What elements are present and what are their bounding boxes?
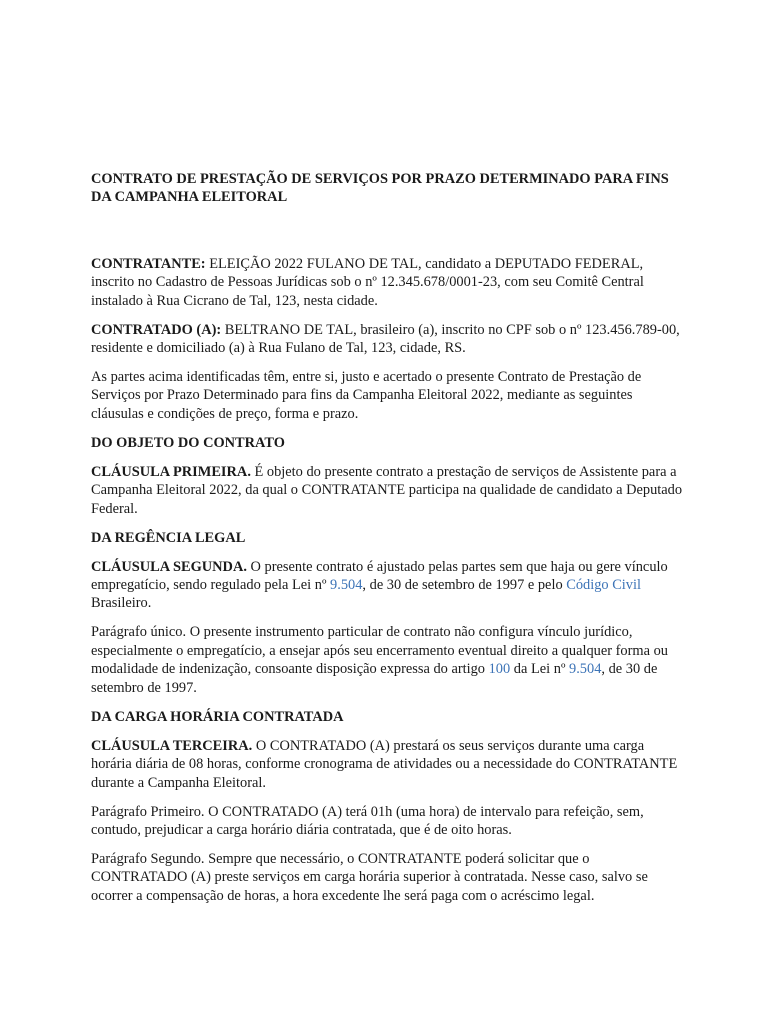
clausula-terceira (91, 737, 687, 792)
clausula-segunda-label: CLÁUSULA SEGUNDA. (91, 558, 247, 575)
document-title: CONTRATO DE PRESTAÇÃO DE SERVIÇOS POR PRAZO DETERMINADO PARA FINS DA CAMPANHA ELEITORAL (91, 171, 669, 206)
contratado-text: BELTRANO DE TAL, brasileiro (a), inscrito no CPF sob o nº 123.456.789-00, residente e domiciliado (a) à Rua Fulano de Tal, 123, cidade, RS. (91, 321, 680, 357)
clausula-segunda-text-c: Brasileiro. (91, 595, 152, 612)
heading-objeto: DO OBJETO DO CONTRATO (91, 434, 285, 451)
lei-9504-link[interactable]: 9.504 (330, 577, 363, 594)
paragrafo-unico-text-b: da Lei nº (510, 661, 570, 678)
lei-9504-link-2[interactable]: 9.504 (569, 661, 602, 678)
clausula-primeira (91, 463, 687, 518)
paragrafo-unico (91, 623, 687, 697)
contratado-label: CONTRATADO (A): (91, 321, 222, 338)
clausula-segunda-text-a: O presente contrato é ajustado pelas partes sem que haja ou gere vínculo empregatício, sendo regulado pela Lei nº (91, 558, 668, 594)
paragrafo-primeiro: Parágrafo Primeiro. O CONTRATADO (A) terá 01h (uma hora) de intervalo para refeição, sem, contudo, prejudicar a carga horário diária contratada, que é de oito horas. (91, 803, 644, 838)
codigo-civil-link[interactable]: Código Civil (566, 577, 641, 594)
clausula-primeira-label: CLÁUSULA PRIMEIRA. (91, 463, 251, 480)
paragrafo-unico-text-c: , de 30 de setembro de 1997. (91, 661, 658, 696)
artigo-100-link[interactable]: 100 (488, 661, 511, 678)
intro-paragraph: As partes acima identificadas têm, entre si, justo e acertado o presente Contrato de Prestação de Serviços por Prazo Determinado para fins da Campanha Eleitoral 2022, mediante as seguintes cláusulas e condições de preço, forma e prazo. (91, 369, 642, 422)
clausula-segunda (91, 558, 687, 613)
contratado-paragraph (91, 321, 687, 358)
heading-carga: DA CARGA HORÁRIA CONTRATADA (91, 708, 344, 725)
document-body (91, 170, 687, 916)
clausula-terceira-label: CLÁUSULA TERCEIRA. (91, 737, 253, 754)
clausula-segunda-text-b: , de 30 de setembro de 1997 e pelo (362, 577, 567, 594)
contratante-paragraph (91, 255, 687, 310)
contratante-text: ELEIÇÃO 2022 FULANO DE TAL, candidato a DEPUTADO FEDERAL, inscrito no Cadastro de Pessoas Jurídicas sob o nº 12.345.678/0001-23, com seu Comitê Central instalado à Rua Cicrano de Tal, 123, nesta cidade. (91, 255, 644, 309)
paragrafo-segundo: Parágrafo Segundo. Sempre que necessário, o CONTRATANTE poderá solicitar que o CONTRATADO (A) preste serviços em carga horária superior à contratada. Nesse caso, salvo se ocorrer a compensação de horas, a hora excedente lhe será paga com o acréscimo legal. (91, 850, 648, 904)
paragrafo-unico-text-a: Parágrafo único. O presente instrumento particular de contrato não configura vínculo jurídico, especialmente o empregatício, a ensejar após seu encerramento eventual direito a qualquer forma ou modalidade de indenização, consoante disposição expressa do artigo (91, 624, 668, 678)
contratante-label: CONTRATANTE: (91, 255, 206, 272)
clausula-terceira-text: O CONTRATADO (A) prestará os seus serviços durante uma carga horária diária de 08 horas, conforme cronograma de atividades ou a necessidade do CONTRATANTE durante a Campanha Eleitoral. (91, 737, 678, 791)
clausula-primeira-text: É objeto do presente contrato a prestação de serviços de Assistente para a Campanha Eleitoral 2022, da qual o CONTRATANTE participa na qualidade de candidato a Deputado Federal. (91, 463, 683, 517)
heading-regencia: DA REGÊNCIA LEGAL (91, 529, 246, 546)
